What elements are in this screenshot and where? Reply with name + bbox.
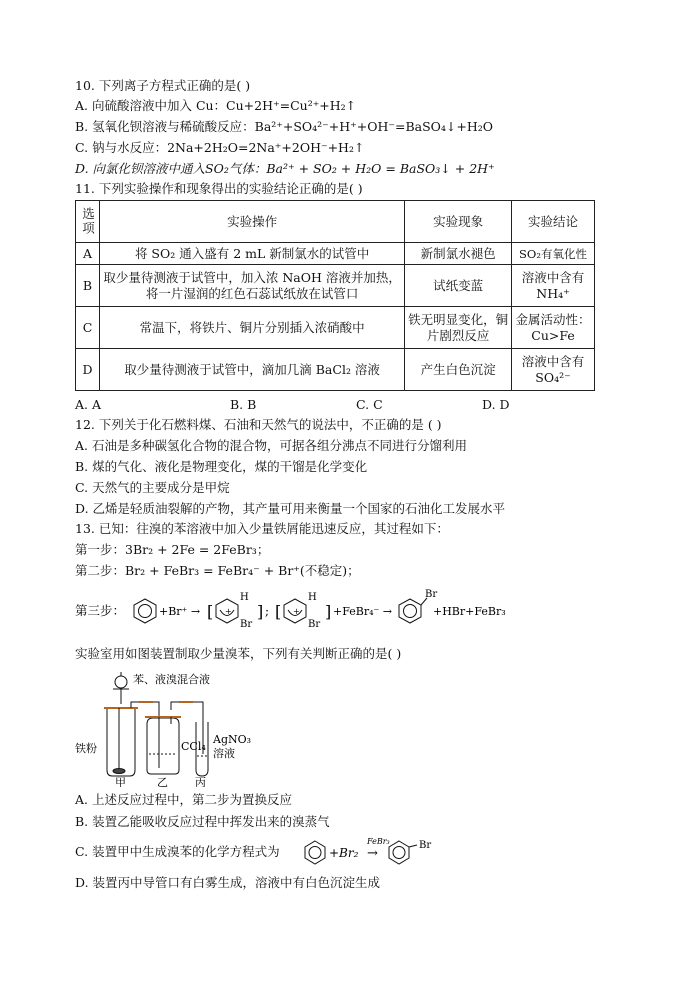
q10-option-b: B. 氢氧化钡溶液与稀硫酸反应：Ba²⁺+SO₄²⁻+H⁺+OH⁻=BaSO₄↓+H₂O xyxy=(75,119,494,134)
q12-option-b: B. 煤的气化、液化是物理变化，煤的干馏是化学变化 xyxy=(75,459,368,474)
q10-option-a: A. 向硫酸溶液中加入 Cu：Cu+2H⁺=Cu²⁺+H₂↑ xyxy=(75,98,357,113)
gas-washing-bottle-yi-icon xyxy=(145,717,181,774)
option-c-equation xyxy=(303,834,453,868)
ccl4-label: CCl₄ xyxy=(181,740,206,753)
q13-option-d: D. 装置丙中导管口有白雾生成，溶液中有白色沉淀生成 xyxy=(75,875,381,890)
bracket-open-2: [ xyxy=(275,602,282,621)
h-label-1: H xyxy=(240,592,249,603)
cell-conclusion: SO₂有氧化性 xyxy=(512,243,595,265)
cell-conclusion: 金属活动性：Cu>Fe xyxy=(512,307,595,349)
q13-stem: 13. 已知：往溴的苯溶液中加入少量铁屑能迅速反应，其过程如下： xyxy=(75,521,449,536)
cell-option: C xyxy=(76,307,100,349)
step3-reaction-scheme xyxy=(75,588,615,630)
bromobenzene-icon xyxy=(389,841,417,864)
q13-step2: 第二步：Br₂ + FeBr₃ = FeBr₄⁻ + Br⁺(不稳定)； xyxy=(75,563,360,578)
br-label-2: Br xyxy=(308,619,321,630)
q13-step1: 第一步：3Br₂ + 2Fe = 2FeBr₃； xyxy=(75,542,270,557)
bing-label: 丙 xyxy=(195,776,206,787)
separatory-funnel-icon xyxy=(113,672,129,704)
q11-choice-a: A. A xyxy=(75,397,102,412)
tail-text: +HBr+FeBr₃ xyxy=(433,605,506,618)
iron-powder-label: 铁粉 xyxy=(75,742,97,755)
table-header-row xyxy=(76,201,595,243)
step3-label: 第三步： xyxy=(75,603,126,618)
plus-sign: + xyxy=(293,607,300,616)
header-phenomenon: 实验现象 xyxy=(405,201,512,243)
benzene-ring-icon xyxy=(305,841,325,864)
q10-option-d: D. 向氯化钡溶液中通入SO₂气体：Ba²⁺ + SO₂ + H₂O = BaSO₃↓ + 2H⁺ xyxy=(75,161,495,176)
h-label-2: H xyxy=(308,592,317,603)
jia-label: 甲 xyxy=(115,776,126,787)
q12-option-d: D. 乙烯是轻质油裂解的产物，其产量可用来衡量一个国家的石油化工发展水平 xyxy=(75,501,506,516)
experiment-table xyxy=(75,200,595,391)
table-row xyxy=(76,349,595,391)
table-row xyxy=(76,265,595,307)
q11-choice-d: D. D xyxy=(482,397,510,412)
q10-stem: 10. 下列离子方程式正确的是( ) xyxy=(75,78,251,93)
plus-febr4-text: +FeBr₄⁻ → xyxy=(333,605,393,618)
funnel-label: 苯、液溴混合液 xyxy=(133,673,210,686)
cell-phenomenon: 新制氯水褪色 xyxy=(405,243,512,265)
q10-option-c: C. 钠与水反应：2Na+2H₂O=2Na⁺+2OH⁻+H₂↑ xyxy=(75,140,365,155)
cell-option: D xyxy=(76,349,100,391)
table-row xyxy=(76,243,595,265)
cell-phenomenon: 试纸变蓝 xyxy=(405,265,512,307)
option-c-br-label: Br xyxy=(419,840,432,851)
cell-option: B xyxy=(76,265,100,307)
header-conclusion: 实验结论 xyxy=(512,201,595,243)
bracket-close-2: ] xyxy=(325,602,332,621)
benzene-ring-icon xyxy=(134,599,156,623)
q12-option-a: A. 石油是多种碳氢化合物的混合物，可据各组分沸点不同进行分馏利用 xyxy=(75,438,467,453)
separator: ; xyxy=(265,604,270,618)
plus-br-text: +Br⁺ → xyxy=(159,605,201,618)
q13-option-b: B. 装置乙能吸收反应过程中挥发出来的溴蒸气 xyxy=(75,814,330,829)
bromobenzene-icon xyxy=(399,598,427,623)
q11-choice-b: B. B xyxy=(230,397,257,412)
cell-phenomenon: 产生白色沉淀 xyxy=(405,349,512,391)
cell-operation: 取少量待测液于试管中，滴加几滴 BaCl₂ 溶液 xyxy=(99,349,404,391)
catalyst-label: FeBr₃ xyxy=(367,837,390,846)
q13-option-a: A. 上述反应过程中，第二步为置换反应 xyxy=(75,792,292,807)
table-row xyxy=(76,307,595,349)
cell-phenomenon: 铁无明显变化，铜片剧烈反应 xyxy=(405,307,512,349)
cell-option: A xyxy=(76,243,100,265)
cell-operation: 将 SO₂ 通入盛有 2 mL 新制氯水的试管中 xyxy=(99,243,404,265)
cell-conclusion: 溶液中含有SO₄²⁻ xyxy=(512,349,595,391)
reaction-arrow: → xyxy=(367,846,378,861)
bracket-open-1: [ xyxy=(207,602,214,621)
q13-option-c-text: C. 装置甲中生成溴苯的化学方程式为 xyxy=(75,844,280,859)
plus-sign: + xyxy=(225,607,232,616)
cell-operation: 取少量待测液于试管中，加入浓 NaOH 溶液并加热，将一片湿润的红色石蕊试纸放在试管口 xyxy=(99,265,404,307)
q11-choice-c: C. C xyxy=(356,397,383,412)
q11-stem: 11. 下列实验操作和现象得出的实验结论正确的是( ) xyxy=(75,181,363,196)
br-label-1: Br xyxy=(240,619,253,630)
q12-option-c: C. 天然气的主要成分是甲烷 xyxy=(75,480,230,495)
q12-stem: 12. 下列关于化石燃料煤、石油和天然气的说法中，不正确的是 ( ) xyxy=(75,417,442,432)
header-option: 选项 xyxy=(76,201,100,243)
bracket-close-1: ] xyxy=(257,602,264,621)
plus-br2-text: +Br₂ xyxy=(329,846,359,860)
cell-operation: 常温下，将铁片、铜片分别插入浓硝酸中 xyxy=(99,307,404,349)
solution-label: 溶液 xyxy=(213,747,235,760)
cell-conclusion: 溶液中含有NH₄⁺ xyxy=(512,265,595,307)
header-operation: 实验操作 xyxy=(99,201,404,243)
apparatus-figure xyxy=(75,672,265,787)
agno3-label: AgNO₃ xyxy=(213,733,252,746)
product-br-label: Br xyxy=(425,589,438,600)
yi-label: 乙 xyxy=(157,776,168,787)
q13-intro: 实验室用如图装置制取少量溴苯，下列有关判断正确的是( ) xyxy=(75,646,402,661)
test-tube-jia-icon xyxy=(104,708,138,776)
